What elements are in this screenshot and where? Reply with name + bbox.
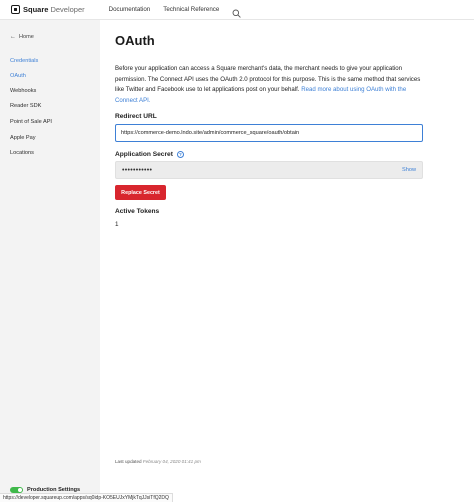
intro-paragraph	[115, 64, 427, 106]
oauth-docs-link[interactable]: Read more about using OAuth with the Connect API.	[115, 86, 407, 104]
brand-name: Square	[23, 5, 49, 14]
info-icon[interactable]: ?	[177, 151, 184, 158]
sidebar-item-apple-pay[interactable]: Apple Pay	[10, 135, 36, 141]
search-icon[interactable]	[232, 5, 241, 14]
square-logo-icon	[11, 5, 20, 14]
sidebar-item-webhooks[interactable]: Webhooks	[10, 88, 37, 94]
sidebar-item-credentials[interactable]: Credentials	[10, 58, 39, 64]
sidebar-item-reader-sdk[interactable]: Reader SDK	[10, 103, 42, 109]
show-secret-link[interactable]: Show	[402, 167, 416, 173]
intro-text: Before your application can access a Square merchant's data, the merchant needs to give your application permission. The Connect API uses the OAuth 2.0 protocol for this purpose. This is the same method that services like Twitter and Facebook use to let applications post on your behalf.	[115, 65, 421, 94]
redirect-url-label-text: Redirect URL	[115, 113, 157, 120]
secret-masked-value: •••••••••••	[122, 166, 153, 174]
brand-logo-link[interactable]	[11, 5, 85, 14]
last-updated	[115, 459, 201, 464]
replace-secret-button[interactable]: Replace Secret	[115, 185, 166, 200]
page-title: OAuth	[115, 33, 155, 48]
main-content	[100, 20, 474, 502]
sidebar-item-point-of-sale-api[interactable]: Point of Sale API	[10, 119, 52, 125]
nav-documentation-link[interactable]: Documentation	[108, 6, 151, 13]
active-tokens-count: 1	[115, 221, 119, 228]
application-secret-label	[115, 151, 184, 158]
last-updated-date: February 04, 2020 01:41 pm	[142, 459, 201, 464]
nav-technical-reference-link[interactable]: Technical Reference	[163, 6, 220, 13]
top-navigation-bar	[0, 0, 474, 20]
top-nav	[109, 5, 242, 14]
active-tokens-label	[115, 208, 159, 215]
brand-subtitle: Developer	[50, 5, 85, 14]
sidebar-home-link[interactable]	[10, 34, 34, 40]
home-label: Home	[19, 34, 34, 40]
redirect-url-label	[115, 113, 157, 120]
sidebar-item-locations[interactable]: Locations	[10, 150, 34, 156]
active-tokens-label-text: Active Tokens	[115, 208, 160, 215]
application-secret-field	[115, 161, 423, 179]
arrow-left-icon: ←	[10, 34, 16, 40]
redirect-url-input[interactable]: https://commerce-demo.lndo.site/admin/commerce_square/oauth/obtain	[115, 124, 423, 142]
application-secret-label-text: Application Secret	[115, 151, 173, 158]
production-settings-label: Production Settings	[27, 487, 81, 493]
last-updated-label: Last updated	[115, 459, 142, 464]
sidebar	[0, 20, 100, 502]
sidebar-item-oauth[interactable]: OAuth	[10, 73, 26, 79]
status-bar-url: https://developer.squareup.com/apps/sq0idp-KO5EUJxYMjkTqJJsiTfQ2DQ	[0, 493, 173, 502]
